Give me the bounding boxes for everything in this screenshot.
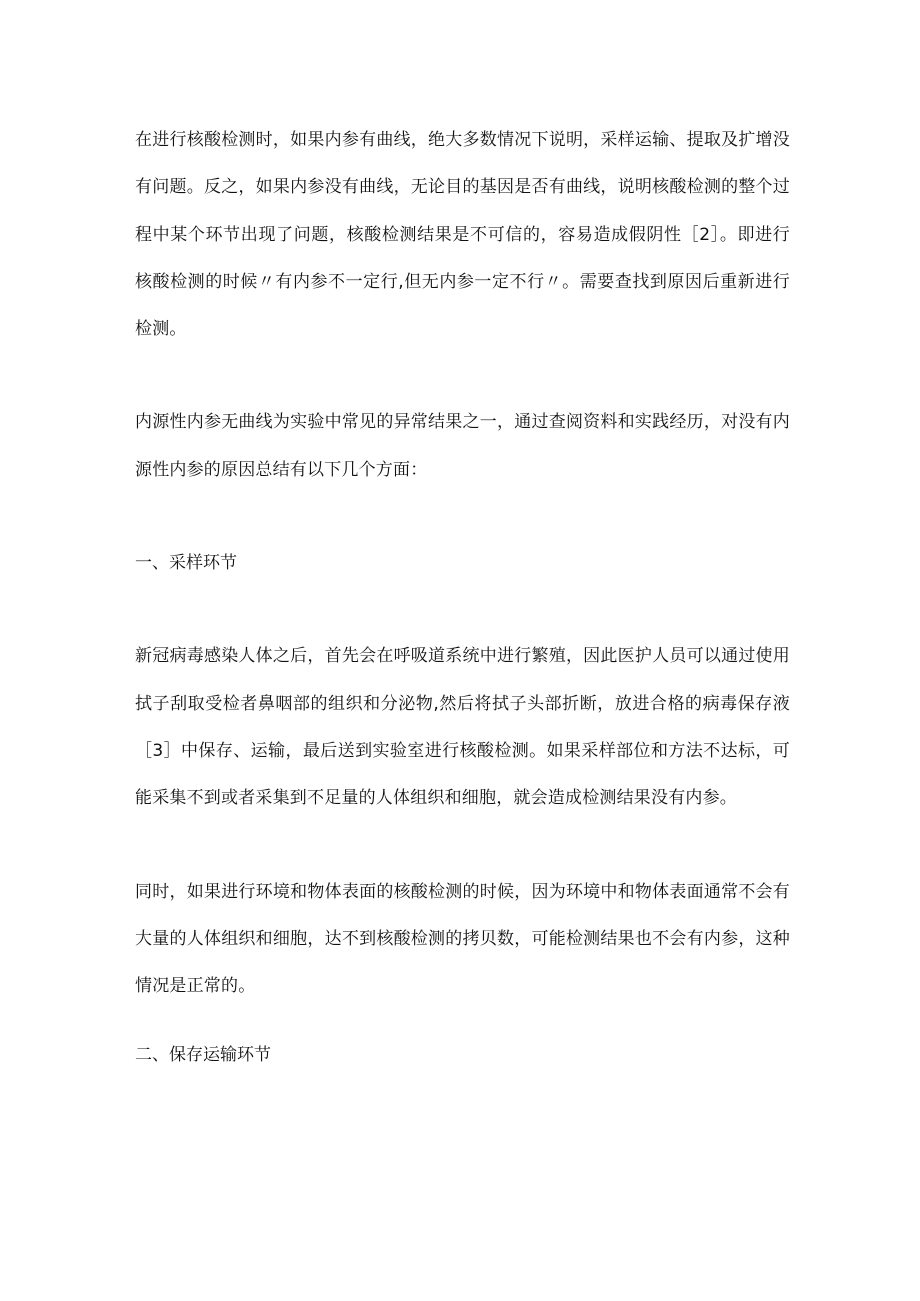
paragraph-reasons-intro: 内源性内参无曲线为实验中常见的异常结果之一，通过查阅资料和实践经历，对没有内源性内参的原因总结有以下几个方面： — [135, 412, 790, 480]
paragraph-environment-samples: 同时，如果进行环境和物体表面的核酸检测的时候，因为环境中和物体表面通常不会有大量的人体组织和细胞，达不到核酸检测的拷贝数，可能检测结果也不会有内参，这种情况是正常的。 — [135, 881, 790, 997]
paragraph-sampling-details: 新冠病毒感染人体之后，首先会在呼吸道系统中进行繁殖，因此医护人员可以通过使用拭子刮取受检者鼻咽部的组织和分泌物,然后将拭子头部折断，放进合格的病毒保存液［3］中保存、运输，最后送到实验室进行核酸检测。如果采样部位和方法不达标，可能采集不到或者采集到不足量的人体组织和细胞，就会造成检测结果没有内参。 — [135, 646, 790, 809]
section-heading-storage-transport: 二、保存运输环节 — [135, 1045, 271, 1066]
paragraph-internal-control-significance: 在进行核酸检测时，如果内参有曲线，绝大多数情况下说明，采样运输、提取及扩增没有问题。反之，如果内参没有曲线，无论目的基因是否有曲线，说明核酸检测的整个过程中某个环节出现了问题，核酸检测结果是不可信的，容易造成假阴性［2］。即进行核酸检测的时候〃有内参不一定行,但无内参一定不行〃。需要查找到原因后重新进行检测。 — [135, 130, 790, 340]
document-body — [135, 117, 790, 1080]
section-heading-sampling: 一、采样环节 — [135, 553, 237, 574]
